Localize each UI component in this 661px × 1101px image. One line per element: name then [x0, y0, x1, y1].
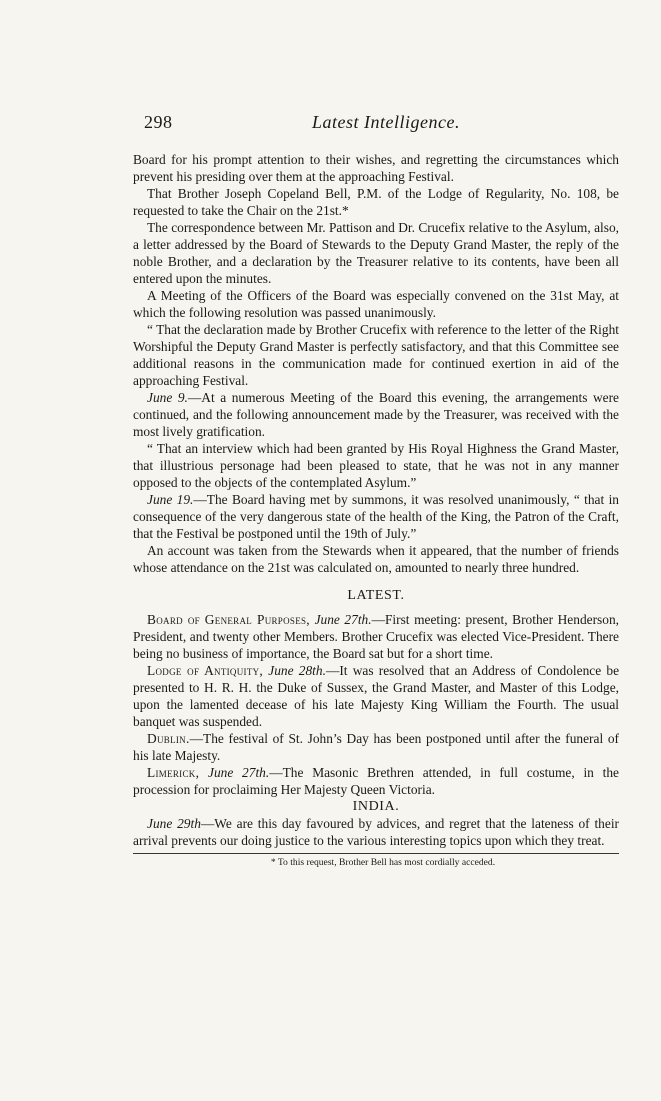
news-item-name: Board of General Purposes,	[147, 612, 310, 627]
news-item	[133, 662, 619, 730]
news-item-date: June 27th.	[314, 612, 372, 627]
paragraph: An account was taken from the Stewards when it appeared, that the number of friends whose attendance on the 21st was calculated on, amounted to nearly three hundred.	[133, 543, 619, 575]
paragraph: “ That the declaration made by Brother Crucefix with reference to the letter of the Right Worshipful the Deputy Grand Master is perfectly satisfactory, and that this Committee see additional reasons in the communication made for continued exertion in aid of the approaching Festival.	[133, 322, 619, 388]
news-item-name: Dublin.	[147, 731, 190, 746]
entry-text: —At a numerous Meeting of the Board this evening, the arrangements were continued, and the following announcement made by the Treasurer, was received with the most lively gratification.	[133, 390, 620, 439]
body-text	[133, 151, 619, 869]
news-item	[133, 611, 619, 662]
page-number: 298	[144, 112, 173, 132]
news-item	[133, 815, 619, 849]
paragraph: Board for his prompt attention to their wishes, and regretting the circumstances which prevent his presiding over them at the approaching Festival.	[133, 152, 619, 184]
news-item-date: June 29th	[147, 816, 201, 831]
entry-text: —The Board having met by summons, it was resolved unanimously, “ that in consequence of the very dangerous state of the health of the King, the Patron of the Craft, that the Festival be postponed until the 19th of July.”	[133, 492, 619, 541]
news-item-name: Limerick,	[147, 765, 200, 780]
news-item-date: June 28th.	[268, 663, 326, 678]
news-item-date: June 27th.	[208, 765, 270, 780]
section-heading-india: INDIA.	[352, 799, 400, 814]
paragraph: “ That an interview which had been granted by His Royal Highness the Grand Master, that illustrious personage had been pleased to state, that he was not in any manner opposed to the objects of the contemplated Asylum.”	[133, 441, 619, 490]
running-title: Latest Intelligence.	[312, 112, 460, 132]
news-item-text: —We are this day favoured by advices, and regret that the lateness of their arrival prevents our doing justice to the various interesting topics upon which they treat.	[133, 816, 619, 848]
paragraph: That Brother Joseph Copeland Bell, P.M. of the Lodge of Regularity, No. 108, be requested to take the Chair on the 21st.*	[133, 186, 619, 218]
entry-date: June 9.	[147, 390, 188, 405]
news-item-text: —It was resolved that an Address of Condolence be presented to H. R. H. the Duke of Sussex, the Grand Master, and Master of this Lodge, upon the lamented decease of his late Majesty King William the Fourth. The usual banquet was suspended.	[133, 663, 620, 729]
footnote-rule	[133, 853, 619, 854]
news-item	[133, 730, 619, 764]
section-heading-latest: LATEST.	[347, 588, 405, 603]
news-item-text: —First meeting: present, Brother Henderson, President, and twenty other Members. Brother Crucefix was elected Vice-President. There being no business of importance, the Board sat but for a short time.	[133, 612, 619, 661]
entry-date: June 19.	[147, 492, 194, 507]
news-item	[133, 764, 619, 798]
news-item-name: Lodge of Antiquity,	[147, 663, 264, 678]
paragraph	[133, 491, 619, 542]
paragraph	[133, 389, 619, 440]
footnote: * To this request, Brother Bell has most cordially acceded.	[270, 857, 496, 868]
paragraph: A Meeting of the Officers of the Board was especially convened on the 31st May, at which the following resolution was passed unanimously.	[133, 288, 619, 320]
news-item-text: —The festival of St. John’s Day has been postponed until after the funeral of his late Majesty.	[133, 731, 619, 763]
paragraph: The correspondence between Mr. Pattison and Dr. Crucefix relative to the Asylum, also, a letter addressed by the Board of Stewards to the Deputy Grand Master, the reply of the noble Brother, and a declaration by the Treasurer relative to its contents, have been all entered upon the minutes.	[133, 220, 619, 286]
news-item-text: —The Masonic Brethren attended, in full costume, in the procession for proclaiming Her Majesty Queen Victoria.	[133, 765, 619, 797]
